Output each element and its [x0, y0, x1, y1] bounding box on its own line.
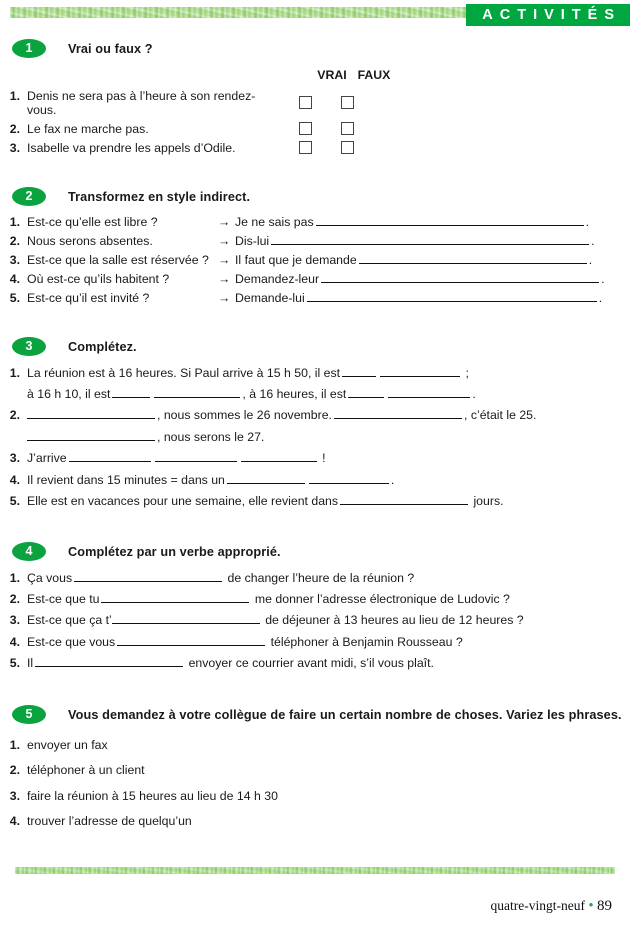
item-mid: , nous sommes le 26 novembre.	[157, 408, 332, 423]
fill-in-blank[interactable]	[271, 233, 589, 245]
list-item	[0, 448, 630, 469]
answer-end: .	[598, 291, 603, 305]
item-number: 5.	[9, 494, 20, 509]
item-number: 2.	[9, 763, 20, 778]
fill-in-blank[interactable]	[27, 429, 155, 441]
fill-in-blank[interactable]	[117, 634, 265, 646]
exercise-2-items	[0, 212, 630, 307]
exercise-number-badge: 1	[12, 39, 46, 58]
exercise-1	[0, 39, 630, 157]
fill-in-blank[interactable]	[101, 591, 249, 603]
item-text: Isabelle va prendre les appels d’Odile.	[27, 140, 236, 155]
fill-in-blank[interactable]	[35, 655, 183, 667]
item-question: Est-ce qu’il est invité ?	[27, 291, 150, 305]
column-header-faux: FAUX	[357, 68, 391, 82]
column-header-vrai: VRAI	[317, 68, 347, 82]
item-number: 4.	[9, 814, 20, 829]
table-row	[0, 86, 630, 119]
item-post: téléphoner à Benjamin Rousseau ?	[270, 634, 463, 649]
checkbox-faux[interactable]	[341, 96, 354, 109]
exercise-instruction: Vrai ou faux ?	[68, 41, 153, 56]
answer-end: .	[588, 253, 593, 267]
checkbox-faux[interactable]	[341, 141, 354, 154]
section-title-activites: ACTIVITÉS	[466, 4, 630, 26]
item-end: jours.	[473, 494, 504, 509]
item-text: Est-ce que ça t’	[27, 613, 112, 628]
item-number: 2.	[9, 408, 20, 423]
item-number: 3.	[9, 253, 20, 267]
fill-in-blank[interactable]	[27, 407, 155, 419]
table-row	[0, 119, 630, 138]
list-item	[0, 631, 630, 652]
fill-in-blank[interactable]	[112, 386, 150, 398]
checkbox-vrai[interactable]	[299, 141, 312, 154]
item-text: La réunion est à 16 heures. Si Paul arrive à 15 h 50, il est	[27, 365, 341, 380]
exercise-4-heading	[0, 542, 630, 561]
exercise-3	[0, 337, 630, 512]
answer-prefix: Il faut que je demande	[235, 253, 357, 267]
item-number: 3.	[9, 140, 20, 155]
item-post: de changer l’heure de la réunion ?	[227, 570, 415, 585]
item-post: envoyer ce courrier avant midi, s’il vous plaît.	[188, 656, 434, 671]
fill-in-blank[interactable]	[380, 365, 460, 377]
item-number: 5.	[9, 656, 20, 671]
exercise-5-heading	[0, 705, 630, 724]
item-question: Est-ce que la salle est réservée ?	[27, 253, 209, 267]
item-mid: , à 16 heures, il est	[242, 386, 347, 401]
decorative-green-rule-icon	[15, 867, 615, 874]
list-item	[0, 653, 630, 674]
exercise-number-badge: 4	[12, 542, 46, 561]
exercise-1-items	[0, 86, 630, 157]
item-number: 2.	[9, 121, 20, 136]
page-footer	[0, 867, 630, 931]
item-end: .	[472, 386, 476, 401]
decorative-green-band-icon	[10, 7, 470, 18]
vrai-faux-column-headers	[311, 68, 630, 82]
fill-in-blank[interactable]	[316, 214, 584, 226]
fill-in-blank[interactable]	[309, 472, 389, 484]
item-end: ;	[465, 365, 469, 380]
item-number: 3.	[9, 788, 20, 803]
answer-end: .	[585, 215, 590, 229]
exercise-instruction: Vous demandez à votre collègue de faire un certain nombre de choses. Variez les phrases.	[68, 707, 622, 722]
exercise-number-badge: 5	[12, 705, 46, 724]
item-text: faire la réunion à 15 heures au lieu de 14 h 30	[27, 788, 278, 803]
list-item	[0, 469, 630, 490]
fill-in-blank[interactable]	[334, 407, 462, 419]
fill-in-blank[interactable]	[307, 290, 597, 302]
exercise-instruction: Transformez en style indirect.	[68, 189, 251, 204]
fill-in-blank[interactable]	[69, 450, 151, 462]
item-post: me donner l’adresse électronique de Ludovic ?	[254, 592, 510, 606]
item-end: , nous serons le 27.	[157, 429, 265, 444]
fill-in-blank[interactable]	[340, 493, 468, 505]
answer-prefix: Je ne sais pas	[235, 215, 314, 229]
list-item	[0, 212, 630, 231]
exercise-3-items	[0, 362, 630, 512]
item-text: Ça vous	[27, 570, 73, 585]
item-text: Elle est en vacances pour une semaine, elle revient dans	[27, 494, 339, 509]
list-item	[0, 491, 630, 512]
exercise-4	[0, 542, 630, 674]
item-text: à 16 h 10, il est	[27, 386, 111, 401]
fill-in-blank[interactable]	[227, 472, 305, 484]
item-end: !	[322, 451, 326, 466]
exercise-5	[0, 705, 630, 834]
exercise-4-items	[0, 567, 630, 674]
item-text: Denis ne sera pas à l’heure à son rendez-vous.	[27, 88, 256, 117]
exercise-instruction: Complétez par un verbe approprié.	[68, 544, 281, 559]
exercise-5-items	[0, 732, 630, 834]
item-text: Il	[27, 656, 34, 671]
item-question: Nous serons absentes.	[27, 234, 153, 248]
answer-prefix: Demandez-leur	[235, 272, 320, 286]
fill-in-blank[interactable]	[74, 570, 222, 582]
item-number: 2.	[9, 234, 20, 248]
item-number: 1.	[9, 365, 20, 380]
list-item	[0, 362, 630, 383]
item-text: Le fax ne marche pas.	[27, 121, 149, 136]
list-item	[0, 567, 630, 588]
list-item	[0, 405, 630, 426]
table-row	[0, 138, 630, 157]
fill-in-blank[interactable]	[112, 612, 260, 624]
exercise-number-badge: 3	[12, 337, 46, 356]
item-number: 1.	[9, 570, 20, 585]
item-end: , c’était le 25.	[463, 408, 537, 423]
item-number: 1.	[9, 215, 20, 229]
list-item	[0, 809, 630, 834]
fill-in-blank[interactable]	[241, 450, 317, 462]
page-header	[0, 0, 630, 34]
answer-prefix: Demande-lui	[235, 291, 305, 305]
item-number: 3.	[9, 613, 20, 628]
item-number: 3.	[9, 451, 20, 466]
item-post: de déjeuner à 13 heures au lieu de 12 heures ?	[265, 613, 524, 628]
arrow-right-icon: →	[218, 215, 231, 229]
list-item	[0, 589, 630, 610]
item-text: Il revient dans 15 minutes = dans un	[27, 472, 225, 487]
fill-in-blank[interactable]	[348, 386, 384, 398]
list-item-continuation	[0, 383, 630, 404]
item-number: 2.	[9, 592, 20, 606]
item-text: téléphoner à un client	[27, 763, 145, 778]
checkbox-vrai[interactable]	[299, 122, 312, 135]
page-word: quatre-vingt-neuf	[490, 898, 585, 913]
list-item	[0, 250, 630, 269]
fill-in-blank[interactable]	[321, 271, 599, 283]
list-item	[0, 758, 630, 783]
item-question: Où est-ce qu’ils habitent ?	[27, 272, 170, 286]
item-number: 4.	[9, 472, 20, 487]
checkbox-faux[interactable]	[341, 122, 354, 135]
fill-in-blank[interactable]	[155, 450, 237, 462]
item-question: Est-ce qu’elle est libre ?	[27, 215, 158, 229]
bullet-icon: •	[588, 898, 594, 914]
answer-end: .	[591, 234, 595, 248]
list-item	[0, 732, 630, 757]
answer-end: .	[601, 272, 605, 286]
item-text: trouver l’adresse de quelqu’un	[27, 814, 192, 829]
list-item	[0, 783, 630, 808]
arrow-right-icon: →	[218, 291, 231, 305]
list-item-continuation	[0, 426, 630, 447]
item-number: 4.	[9, 634, 20, 649]
fill-in-blank[interactable]	[388, 386, 470, 398]
item-number: 1.	[9, 737, 20, 752]
arrow-right-icon: →	[218, 253, 231, 267]
fill-in-blank[interactable]	[342, 365, 376, 377]
arrow-right-icon: →	[218, 234, 231, 248]
exercise-2-heading	[0, 187, 630, 206]
checkbox-vrai[interactable]	[299, 96, 312, 109]
exercise-instruction: Complétez.	[68, 339, 137, 354]
list-item	[0, 288, 630, 307]
item-text: envoyer un fax	[27, 737, 108, 752]
folio	[0, 874, 630, 931]
item-text: Est-ce que tu	[27, 592, 100, 606]
arrow-right-icon: →	[218, 272, 231, 286]
item-number: 1.	[9, 88, 20, 103]
item-end: .	[390, 472, 395, 487]
page-number: 89	[597, 898, 612, 914]
item-text: Est-ce que vous	[27, 634, 116, 649]
fill-in-blank[interactable]	[359, 252, 587, 264]
exercise-1-heading	[0, 39, 630, 58]
item-text: J’arrive	[27, 451, 67, 466]
item-number: 5.	[9, 291, 20, 305]
answer-prefix: Dis-lui	[235, 234, 270, 248]
list-item	[0, 269, 630, 288]
list-item	[0, 610, 630, 631]
exercise-2	[0, 187, 630, 307]
item-number: 4.	[9, 272, 20, 286]
list-item	[0, 231, 630, 250]
exercise-3-heading	[0, 337, 630, 356]
exercise-number-badge: 2	[12, 187, 46, 206]
fill-in-blank[interactable]	[154, 386, 240, 398]
